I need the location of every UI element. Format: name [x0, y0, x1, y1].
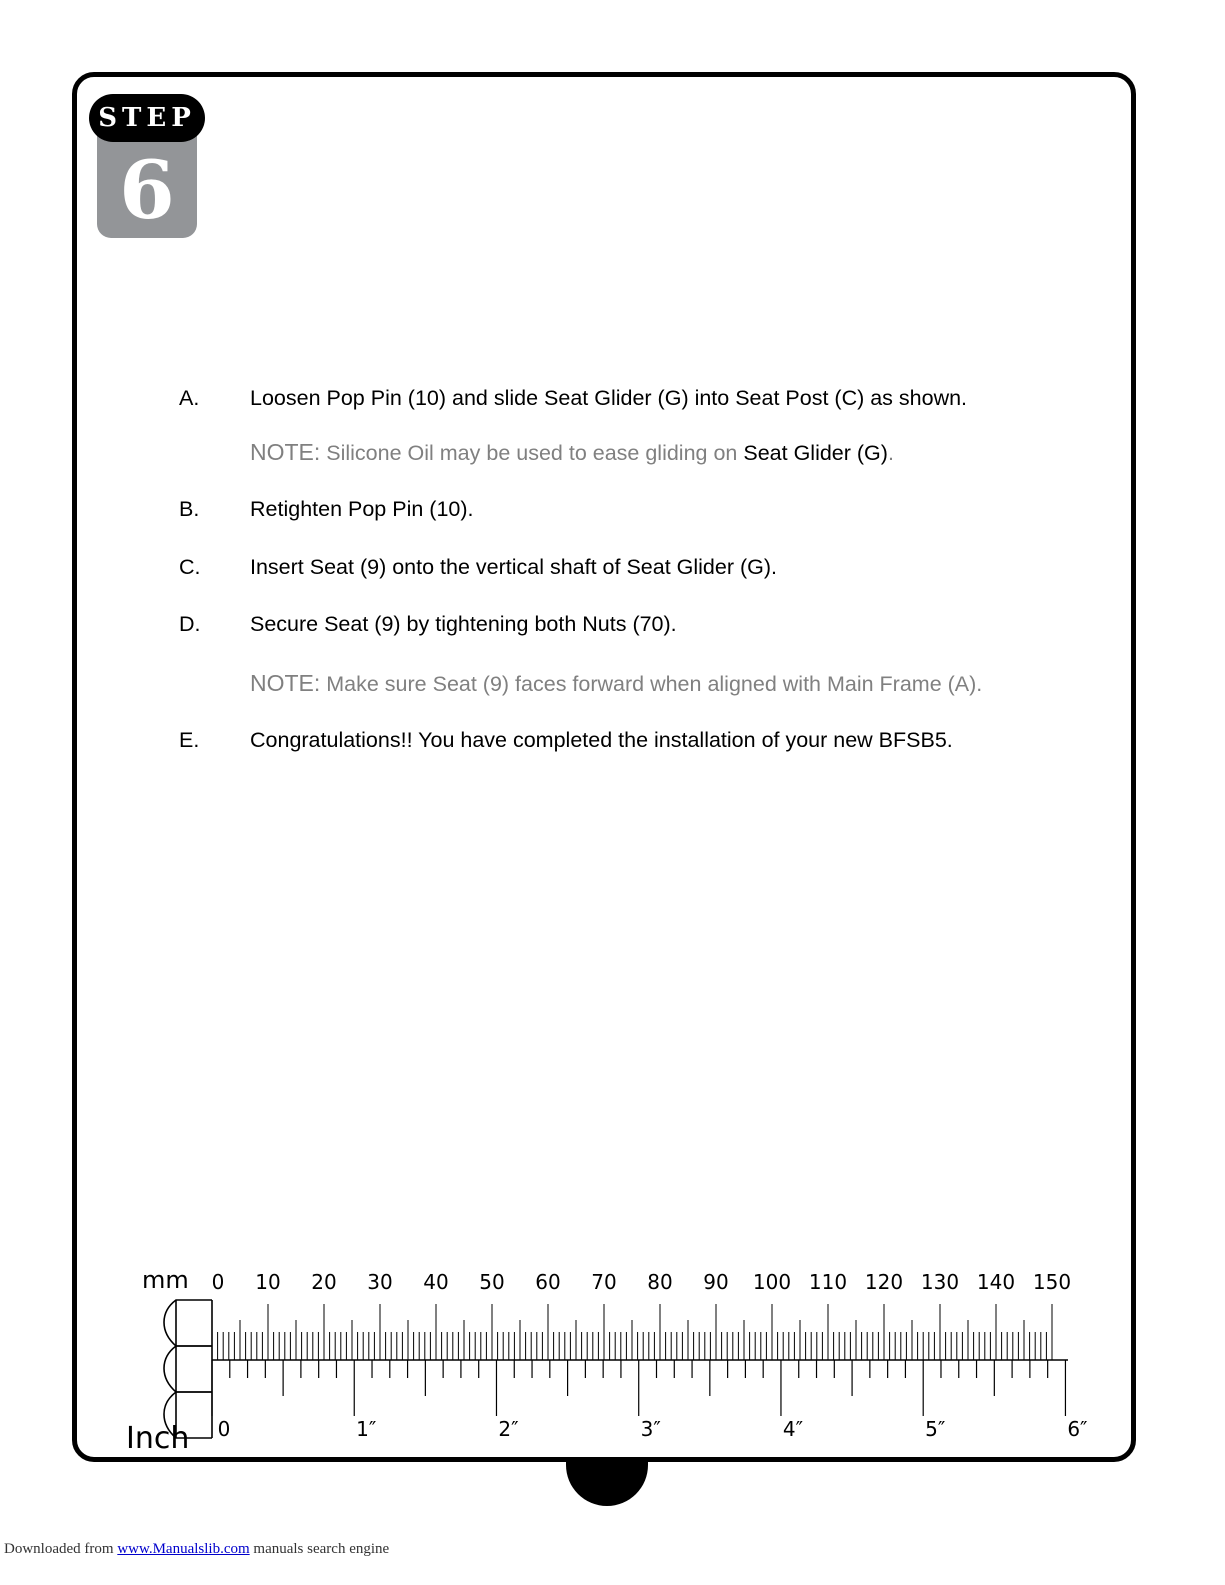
mm-tick-label: 80 — [647, 1270, 673, 1294]
mm-tick-label: 40 — [423, 1270, 449, 1294]
note-text: Make sure Seat (9) faces forward when aligned with Main Frame (A). — [320, 672, 983, 696]
footer-suffix: manuals search engine — [249, 1541, 390, 1557]
mm-tick-label: 90 — [703, 1270, 729, 1294]
mm-tick-label: 50 — [479, 1270, 505, 1294]
note-highlight: Seat Glider (G) — [743, 441, 888, 465]
mm-tick-label: 140 — [976, 1270, 1016, 1294]
instruction-text: Insert Seat (9) onto the vertical shaft of Seat Glider (G). — [250, 555, 777, 579]
inch-tick-label: 1″ — [356, 1417, 377, 1441]
inch-tick-labels — [218, 1417, 1088, 1441]
note-text: Silicone Oil may be used to ease gliding on — [320, 441, 744, 465]
instruction-letter: D. — [179, 612, 201, 636]
mm-tick-label: 10 — [255, 1270, 281, 1294]
mm-tick-label: 20 — [311, 1270, 337, 1294]
instruction-letter: B. — [179, 497, 200, 521]
manualslib-link[interactable]: www.Manualslib.com — [117, 1541, 250, 1557]
page-frame — [72, 72, 1136, 1462]
instruction-text: Retighten Pop Pin (10). — [250, 497, 474, 521]
mm-tick-label: 30 — [367, 1270, 393, 1294]
inch-tick-label: 6″ — [1067, 1417, 1088, 1441]
note-label: NOTE: — [250, 439, 321, 465]
mm-tick-label: 120 — [864, 1270, 904, 1294]
inch-tick-label: 0 — [217, 1417, 231, 1441]
note-label: NOTE: — [250, 670, 321, 696]
note-silicone — [250, 439, 894, 466]
mm-tick-label: 130 — [920, 1270, 960, 1294]
instruction-text: Loosen Pop Pin (10) and slide Seat Glider (G) into Seat Post (C) as shown. — [250, 386, 968, 410]
instruction-letter: E. — [179, 728, 200, 752]
mm-tick-label: 60 — [535, 1270, 561, 1294]
inch-tick-label: 4″ — [782, 1417, 804, 1441]
inch-tick-label: 5″ — [925, 1417, 946, 1441]
inch-tick-label: 3″ — [640, 1417, 661, 1441]
inch-label: Inch — [126, 1421, 190, 1456]
mm-tick-label: 100 — [752, 1270, 792, 1294]
mm-tick-label: 110 — [808, 1270, 848, 1294]
instruction-letter: A. — [179, 386, 200, 410]
mm-tick-label: 150 — [1032, 1270, 1072, 1294]
mm-label: mm — [142, 1266, 189, 1294]
step-number: 6 — [119, 143, 175, 237]
note-end: . — [887, 441, 894, 465]
instruction-letter: C. — [179, 555, 201, 579]
mm-tick-marks — [212, 1304, 1052, 1360]
inch-tick-marks — [212, 1360, 1065, 1416]
mm-tick-label: 0 — [211, 1270, 225, 1294]
nut-icon — [164, 1300, 212, 1438]
page-tab — [566, 1462, 648, 1506]
measurement-ruler — [0, 1260, 1225, 1460]
step-label: STEP — [89, 94, 205, 142]
footer — [4, 1541, 389, 1558]
footer-prefix: Downloaded from — [4, 1541, 118, 1557]
mm-tick-labels — [212, 1270, 1071, 1294]
instruction-text: Secure Seat (9) by tightening both Nuts (70). — [250, 612, 677, 636]
note-seat-forward — [250, 670, 982, 697]
instruction-text: Congratulations!! You have completed the installation of your new BFSB5. — [250, 728, 953, 752]
mm-tick-label: 70 — [591, 1270, 617, 1294]
inch-tick-label: 2″ — [498, 1417, 519, 1441]
